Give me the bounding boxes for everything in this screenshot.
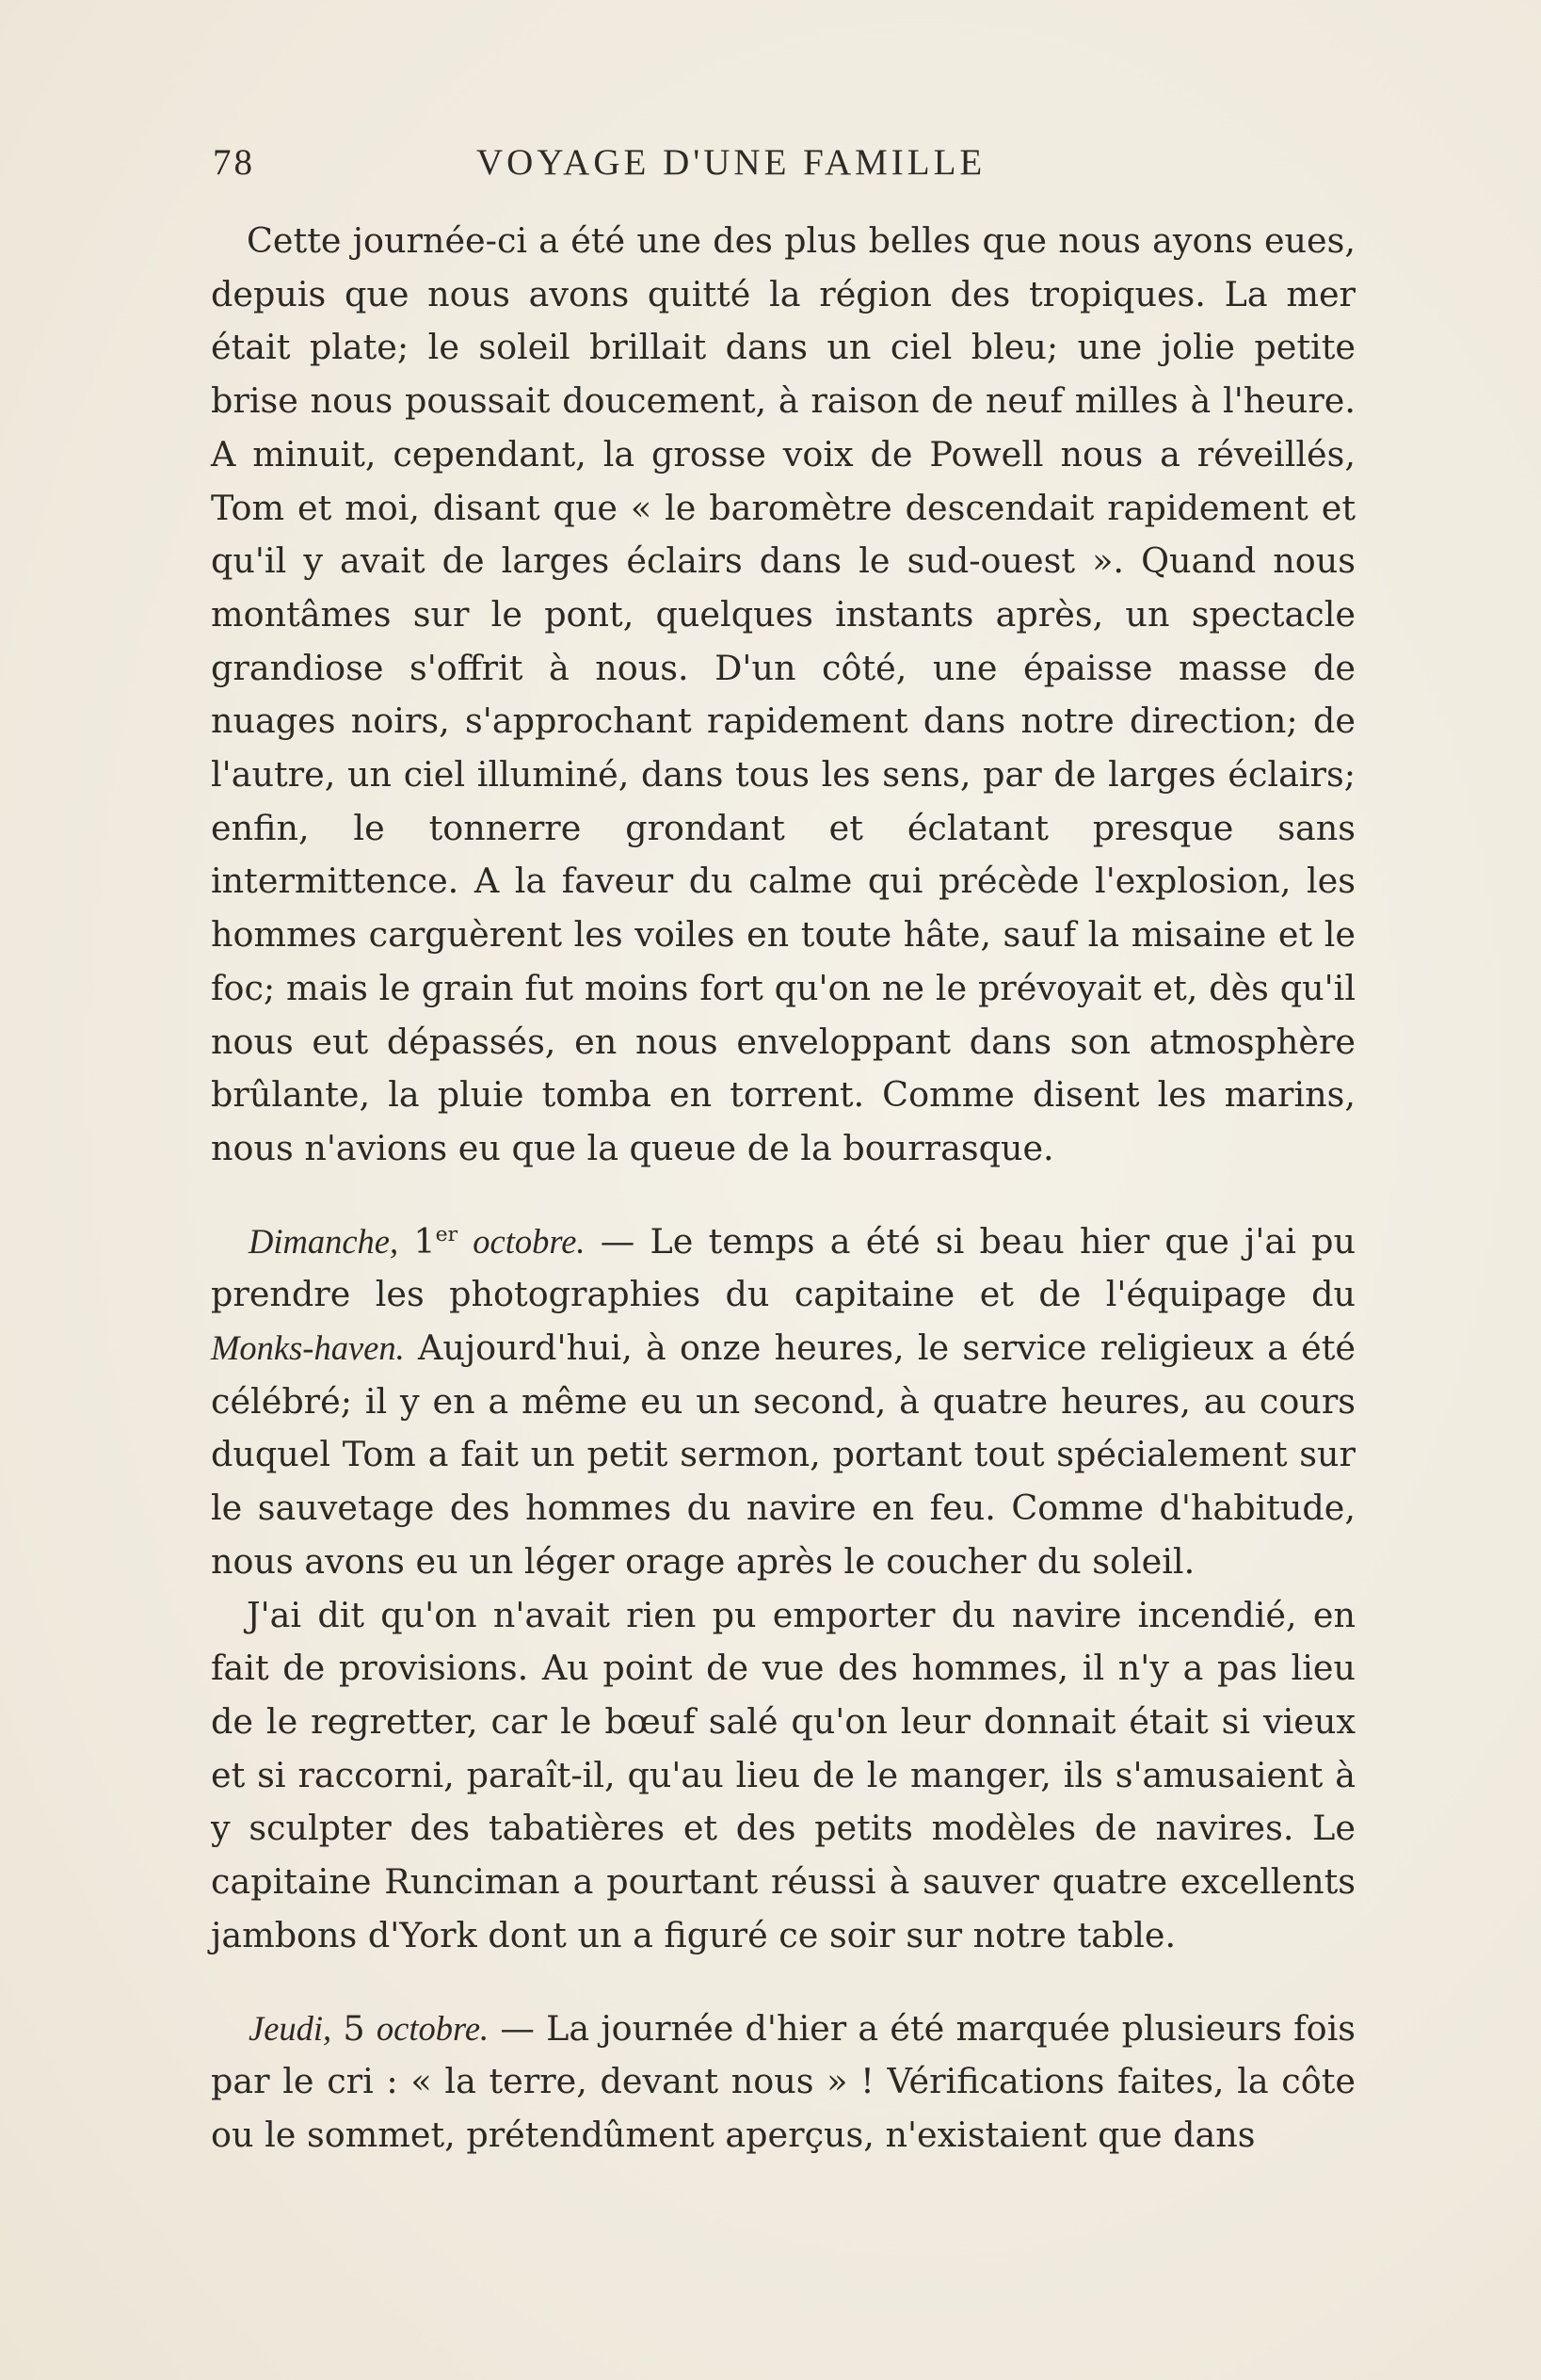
paragraph-provisions: J'ai dit qu'on n'avait rien pu emporter du navire incendié, en fait de provisions. Au point de vue des hommes, il n'y a pas lieu de le regretter, car le bœuf salé qu'on leur donnait était si vieux et si raccorni, paraît-il, qu'au lieu de le manger, ils s'amusaient à y sculpter des tabatières et des petits modèles de navires. Le capitaine Runciman a pourtant réussi à sauver quatre excellents jambons d'York dont un a figuré ce soir sur notre table. <box>211 1594 1356 1955</box>
running-title: VOYAGE D'UNE FAMILLE <box>476 142 987 183</box>
entry-month: octobre. <box>473 1221 586 1261</box>
entry-day: Dimanche, <box>249 1221 399 1261</box>
ship-name: Monks-haven. <box>211 1328 405 1368</box>
entry-date-number: 1 <box>413 1220 436 1262</box>
entry-date-suffix: er <box>435 1222 458 1246</box>
page-header <box>213 141 1371 188</box>
page-number: 78 <box>213 142 255 183</box>
entry-day: Jeudi, <box>249 2008 332 2048</box>
diary-entry-thursday <box>211 2002 1356 2163</box>
entry-text: — La journée d'hier a été marquée plusieurs fois par le cri : « la terre, devant nous » ! Vérifications faites, la côte ou le sommet, prétendûment aperçus, n'existaient que dans <box>211 2007 1356 2155</box>
diary-entry-sunday <box>211 1215 1356 1589</box>
entry-text-a: — Le temps a été si beau hier que j'ai pu prendre les photographies du capitaine et de l'équipage du <box>211 1220 1356 1315</box>
entry-month: octobre. <box>376 2008 490 2048</box>
paragraph-storm: Cette journée-ci a été une des plus belles que nous ayons eues, depuis que nous avons quitté la région des tropiques. La mer était plate; le soleil brillait dans un ciel bleu; une jolie petite brise nous poussait doucement, à raison de neuf milles à l'heure. A minuit, cependant, la grosse voix de Powell nous a réveillés, Tom et moi, disant que « le baromètre descendait rapidement et qu'il y avait de larges éclairs dans le sud-ouest ». Quand nous montâmes sur le pont, quelques instants après, un spectacle grandiose s'offrit à nous. D'un côté, une épaisse masse de nuages noirs, s'approchant rapidement dans notre direction; de l'autre, un ciel illuminé, dans tous les sens, par de larges éclairs; enfin, le tonnerre grondant et éclatant presque sans intermittence. A la faveur du calme qui précède l'explosion, les hommes carguèrent les voiles en toute hâte, sauf la misaine et le foc; mais le grain fut moins fort qu'on ne le prévoyait et, dès qu'il nous eut dépassés, en nous enveloppant dans son atmosphère brûlante, la pluie tomba en torrent. Comme disent les marins, nous n'avions eu que la queue de la bourrasque. <box>211 220 1356 1168</box>
entry-date-number: 5 <box>331 2007 377 2049</box>
entry-text-b: Aujourd'hui, à onze heures, le service religieux a été célébré; il y en a même eu un second, à quatre heures, au cours duquel Tom a fait un petit sermon, portant tout spécialement sur le sauvetage des hommes du navire en feu. Comme d'habitude, nous avons eu un léger orage après le coucher du soleil. <box>211 1327 1356 1582</box>
body-text <box>211 215 1356 2163</box>
